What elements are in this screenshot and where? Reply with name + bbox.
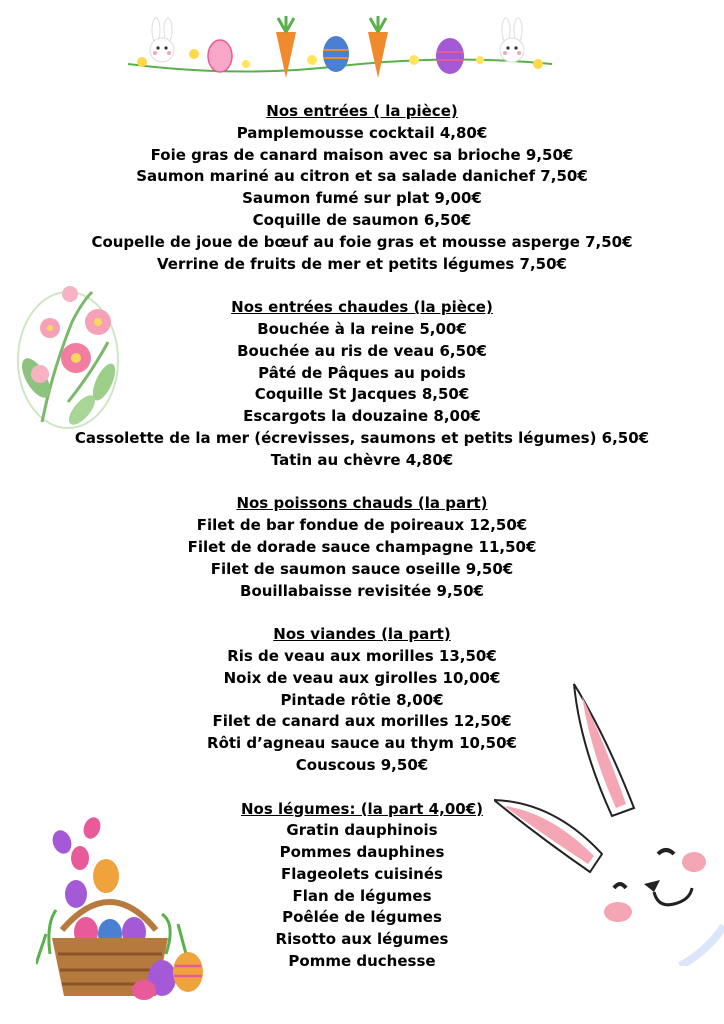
menu-section-entrees-chaudes <box>0 297 724 471</box>
menu-item: Filet de dorade sauce champagne 11,50€ <box>187 537 537 556</box>
menu-item: Noix de veau aux girolles 10,00€ <box>223 668 501 687</box>
menu-item: Filet de saumon sauce oseille 9,50€ <box>210 559 514 578</box>
menu-item: Cassolette de la mer (écrevisses, saumons et petits légumes) 6,50€ <box>74 428 650 447</box>
menu-item: Saumon mariné au citron et sa salade danichef 7,50€ <box>136 167 588 186</box>
menu-item: Filet de canard aux morilles 12,50€ <box>212 712 512 731</box>
menu-item: Rôti d’agneau sauce au thym 10,50€ <box>207 734 517 753</box>
menu-item: Poêlée de légumes <box>282 908 442 927</box>
carrot-icon <box>368 16 388 78</box>
section-heading: Nos entrées chaudes (la pièce) <box>231 298 493 317</box>
section-heading: Nos entrées ( la pièce) <box>266 102 458 120</box>
menu-item: Flan de légumes <box>292 886 432 905</box>
bunny-icon <box>150 18 174 62</box>
menu-item: Couscous 9,50€ <box>295 755 429 774</box>
menu-item: Verrine de fruits de mer et petits légumes 7,50€ <box>157 254 567 273</box>
menu-item: Ris de veau aux morilles 13,50€ <box>227 646 497 665</box>
easter-egg-icon <box>436 38 464 74</box>
menu-item: Escargots la douzaine 8,00€ <box>243 407 481 426</box>
easter-egg-icon <box>323 36 349 72</box>
menu-item: Pommes dauphines <box>279 843 445 862</box>
carrot-icon <box>276 16 296 78</box>
menu-item: Bouchée à la reine 5,00€ <box>257 319 467 338</box>
menu-item: Risotto aux légumes <box>275 930 449 949</box>
menu-item: Saumon fumé sur plat 9,00€ <box>242 189 482 208</box>
menu-section-entrees <box>0 101 724 275</box>
menu-section-legumes <box>0 799 724 973</box>
menu-item: Pomme duchesse <box>288 952 436 971</box>
menu-item: Tatin au chèvre 4,80€ <box>270 450 454 469</box>
menu-item: Bouillabaisse revisitée 9,50€ <box>240 581 484 600</box>
section-heading: Nos poissons chauds (la part) <box>236 494 488 513</box>
menu-item: Gratin dauphinois <box>286 821 438 840</box>
section-heading: Nos viandes (la part) <box>273 625 451 644</box>
menu-section-viandes <box>0 624 724 777</box>
menu-item: Flageolets cuisinés <box>281 864 443 883</box>
menu-item: Coquille de saumon 6,50€ <box>252 210 472 229</box>
menu <box>0 101 724 995</box>
menu-item: Bouchée au ris de veau 6,50€ <box>237 341 487 360</box>
menu-item: Filet de bar fondue de poireaux 12,50€ <box>196 516 528 535</box>
menu-item: Coquille St Jacques 8,50€ <box>254 385 470 404</box>
menu-item: Foie gras de canard maison avec sa brioche 9,50€ <box>150 145 574 164</box>
easter-egg-icon <box>208 40 232 72</box>
section-heading: Nos légumes: (la part 4,00€) <box>241 799 483 818</box>
easter-garland-decoration <box>120 14 560 86</box>
menu-item: Pâté de Pâques au poids <box>258 363 466 382</box>
menu-item: Pamplemousse cocktail 4,80€ <box>236 123 488 142</box>
menu-item: Pintade rôtie 8,00€ <box>280 690 444 709</box>
bunny-icon <box>500 18 524 62</box>
menu-item: Coupelle de joue de bœuf au foie gras et mousse asperge 7,50€ <box>91 232 633 251</box>
menu-section-poissons <box>0 493 724 602</box>
